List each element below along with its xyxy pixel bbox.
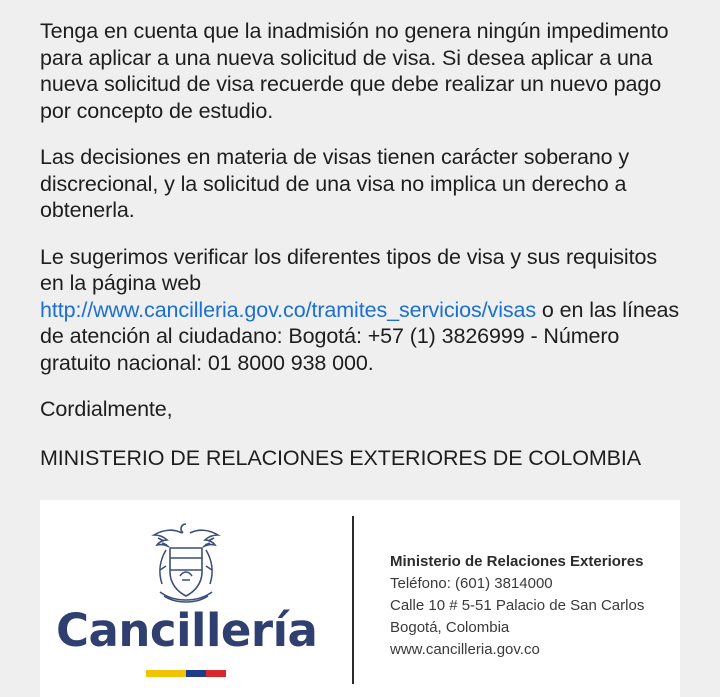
flag-blue-stripe [186,670,206,677]
message-paragraph-3 [40,244,680,377]
org-name: Ministerio de Relaciones Exteriores [390,553,644,570]
brand-wordmark: Cancillería [56,604,318,657]
closing-text: Cordialmente, [40,397,173,421]
message-paragraph-1: Tenga en cuenta que la inadmisión no genera ningún impedimento para aplicar a una nueva solicitud de visa. Si desea aplicar a una nueva solicitud de visa recuerde que debe realizar un nuevo pago por concepto de estudio. [40,19,669,123]
email-body [40,18,680,491]
coat-of-arms-icon [146,520,226,606]
flag-yellow-stripe [146,670,186,677]
contact-block [390,551,644,661]
address-text: Calle 10 # 5-51 Palacio de San Carlos [390,597,645,614]
website-text: www.cancilleria.gov.co [390,641,540,658]
signature-divider [352,516,354,684]
flag-red-stripe [206,670,226,677]
paragraph-3-text-start: Le sugerimos verificar los diferentes tipos de visa y sus requisitos en la página web [40,244,657,295]
visa-info-link[interactable]: http://www.cancilleria.gov.co/tramites_servicios/visas [40,297,537,322]
phone-text: Teléfono: (601) 3814000 [390,575,553,592]
flag-bar [146,670,226,677]
paragraph-3-text-end: o en las líneas de atención al ciudadano: Bogotá: +57 (1) 3826999 - Número gratuito nacional: 01 8000 938 000. [40,297,680,375]
city-text: Bogotá, Colombia [390,619,510,636]
sender-name: MINISTERIO DE RELACIONES EXTERIORES DE COLOMBIA [40,445,641,470]
message-paragraph-2: Las decisiones en materia de visas tienen carácter soberano y discrecional, y la solicitud de una visa no implica un derecho a obtenerla. [40,145,630,222]
email-signature [40,500,680,697]
